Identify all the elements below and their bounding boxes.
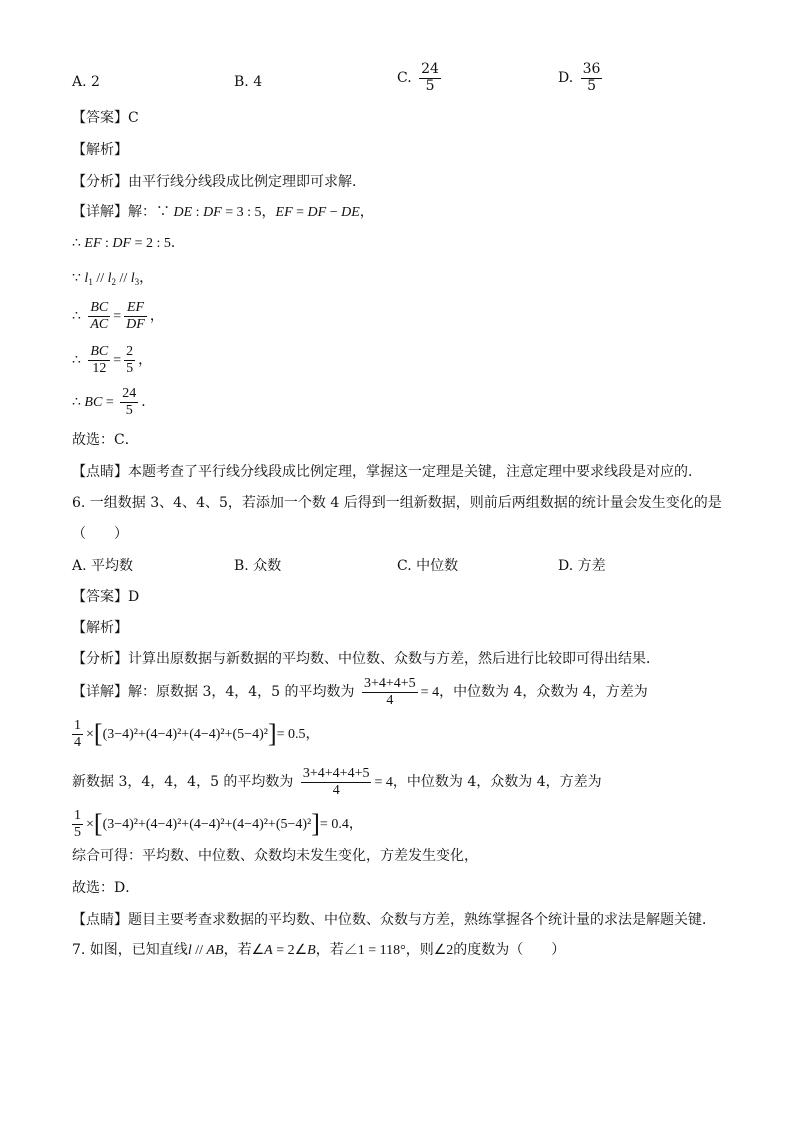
question-stem: 6. 一组数据 3、4、4、5，若添加一个数 4 后得到一组新数据，则前后两组数据的统计量会发生变化的是 bbox=[72, 495, 722, 511]
therefore-symbol: ∴ bbox=[72, 394, 81, 411]
xiangjie-start: 解： bbox=[128, 204, 156, 220]
option-letter: B. bbox=[234, 74, 254, 90]
denominator: 4 bbox=[74, 734, 81, 750]
fraction bbox=[124, 344, 135, 376]
q5-fenxi bbox=[72, 172, 366, 192]
q6-fenxi bbox=[72, 649, 660, 669]
orig-text: 解：原数据 3，4，4，5 的平均数为 bbox=[128, 684, 355, 701]
variance-result: = 0.5 bbox=[276, 727, 306, 743]
denominator: 5 bbox=[425, 77, 435, 94]
variance-result: = 0.4 bbox=[319, 817, 349, 833]
option-text: C. 中位数 bbox=[397, 558, 459, 574]
q6-stem bbox=[72, 493, 722, 513]
q5-option-d bbox=[558, 62, 605, 94]
option-text: A. 平均数 bbox=[72, 558, 134, 574]
q6-option-b bbox=[234, 556, 281, 576]
denominator: 5 bbox=[587, 77, 597, 94]
q5-xiangjie-line5: ∴ $\frac{BC}{12}$ = $\frac{2}{5}$ ， bbox=[72, 344, 153, 376]
fraction bbox=[581, 62, 603, 94]
denominator: 5 bbox=[74, 824, 81, 840]
denominator: 5 bbox=[126, 360, 134, 376]
q6-analysis-label bbox=[72, 618, 128, 638]
option-letter: D. bbox=[558, 70, 574, 87]
equals-value: = 4 bbox=[420, 685, 440, 701]
q5-conclusion bbox=[72, 430, 139, 450]
median-mode-text: ，中位数为 4，众数为 4，方差为 bbox=[439, 684, 648, 701]
xiangjie-label: 【详解】 bbox=[72, 204, 128, 220]
answer-value: C bbox=[128, 110, 139, 126]
answer-blank: （ ） bbox=[72, 526, 128, 542]
dianjing-text: 题目主要考查求数据的平均数、中位数、众数与方差，熟练掌握各个统计量的求法是解题关键． bbox=[128, 912, 716, 928]
q5-xiangjie-line3: ∵ $l_1 // l_2 // l_3$， bbox=[72, 270, 154, 287]
q6-conclusion bbox=[72, 878, 139, 898]
option-value: 2 bbox=[91, 74, 100, 90]
numerator: 2 bbox=[126, 344, 134, 359]
q6-summary bbox=[72, 846, 478, 866]
numerator: 3+4+4+5 bbox=[363, 676, 416, 691]
q6-xiangjie-line1 bbox=[72, 676, 648, 708]
numerator: 1 bbox=[74, 718, 81, 733]
numerator: 1 bbox=[74, 808, 81, 823]
denominator: 4 bbox=[386, 692, 394, 708]
q6-option-a bbox=[72, 556, 133, 576]
conclusion-text: 故选：D． bbox=[72, 880, 140, 896]
q6-xiangjie-line2: $\frac{1}{4}$ ×[(3−4)²+(4−4)²+(4−4)²+(5−4)²]= 0.5， bbox=[74, 718, 320, 750]
option-letter: A. bbox=[72, 74, 92, 90]
q5-option-c bbox=[397, 62, 444, 94]
analysis-label: 【解析】 bbox=[72, 620, 128, 636]
fraction bbox=[301, 766, 372, 798]
fraction bbox=[362, 676, 418, 708]
variance-terms: (3−4)²+(4−4)²+(4−4)²+(5−4)² bbox=[102, 727, 268, 743]
new-text: 新数据 3，4，4，4，5 的平均数为 bbox=[72, 774, 294, 791]
denominator: 12 bbox=[92, 360, 107, 376]
variance-terms: (3−4)²+(4−4)²+(4−4)²+(4−4)²+(5−4)² bbox=[102, 817, 312, 833]
fenxi-text: 由平行线分线段成比例定理即可求解． bbox=[128, 174, 366, 190]
numerator: 24 bbox=[421, 61, 439, 77]
xiangjie-label: 【详解】 bbox=[72, 684, 128, 701]
q5-xiangjie-line1: 【详解】解：∵ DE : DF = 3 : 5，EF = DF − DE， bbox=[72, 204, 374, 220]
q6-answer bbox=[72, 587, 139, 607]
numerator: 36 bbox=[582, 61, 601, 77]
denominator: 4 bbox=[332, 782, 340, 798]
therefore-symbol: ∴ bbox=[72, 352, 81, 369]
option-text: B. 众数 bbox=[234, 558, 282, 574]
option-letter: C. bbox=[397, 70, 412, 87]
summary-text: 综合可得：平均数、中位数、众数均未发生变化，方差发生变化， bbox=[72, 848, 478, 864]
q5-option-b bbox=[234, 72, 262, 92]
because-symbol: ∵ bbox=[72, 270, 81, 286]
q6-option-d bbox=[558, 556, 606, 576]
because-symbol: ∵ bbox=[156, 204, 170, 220]
answer-label: 【答案】 bbox=[72, 589, 128, 605]
dianjing-label: 【点睛】 bbox=[72, 912, 128, 928]
q6-xiangjie-line4: $\frac{1}{5}$ ×[(3−4)²+(4−4)²+(4−4)²+(4−4)²+(5−4)²]= 0.4， bbox=[74, 808, 363, 840]
option-value: 4 bbox=[253, 74, 263, 90]
q6-xiangjie-line3 bbox=[72, 766, 602, 798]
option-text: D. 方差 bbox=[558, 558, 606, 574]
fenxi-text: 计算出原数据与新数据的平均数、中位数、众数与方差，然后进行比较即可得出结果． bbox=[128, 651, 660, 667]
stem-part: ，若 bbox=[223, 942, 252, 958]
q5-dianjing bbox=[72, 462, 702, 482]
numerator: 24 bbox=[122, 386, 137, 401]
therefore-symbol: ∴ bbox=[72, 308, 81, 325]
fenxi-label: 【分析】 bbox=[72, 651, 128, 667]
fraction bbox=[120, 386, 138, 418]
q5-analysis-label bbox=[72, 140, 128, 160]
q6-dianjing bbox=[72, 910, 716, 930]
dianjing-text: 本题考查了平行线分线段成比例定理，掌握这一定理是关键，注意定理中要求线段是对应的． bbox=[128, 464, 702, 480]
fraction bbox=[419, 62, 441, 94]
q5-option-a bbox=[72, 72, 100, 92]
median-mode-text: ，中位数为 4，众数为 4，方差为 bbox=[392, 774, 602, 791]
analysis-label: 【解析】 bbox=[72, 142, 128, 158]
dianjing-label: 【点睛】 bbox=[72, 464, 128, 480]
q5-xiangjie-line6: ∴ BC = $\frac{24}{5}$ ． bbox=[72, 386, 156, 418]
denominator: 5 bbox=[125, 402, 133, 418]
therefore-symbol: ∴ bbox=[72, 235, 81, 251]
conclusion-text: 故选：C． bbox=[72, 432, 139, 448]
fraction: $\frac{BC}{AC}$ bbox=[90, 300, 109, 332]
q5-answer bbox=[72, 108, 139, 128]
answer-value: D bbox=[128, 589, 140, 605]
fraction bbox=[72, 718, 83, 750]
fraction: $\frac{BC}{12}$ bbox=[90, 344, 109, 376]
q5-xiangjie-line4: ∴ $\frac{BC}{AC}$ = $\frac{EF}{DF}$ ， bbox=[72, 300, 164, 332]
fraction bbox=[72, 808, 83, 840]
fraction: $\frac{EF}{DF}$ bbox=[126, 300, 145, 332]
stem-part: 的度数为（ ） bbox=[453, 942, 566, 958]
stem-part: ，则 bbox=[405, 942, 434, 958]
q5-xiangjie-line2: ∴ EF : DF = 2 : 5． bbox=[72, 235, 185, 251]
answer-label: 【答案】 bbox=[72, 110, 128, 126]
stem-part: 7. 如图，已知直线 bbox=[72, 942, 188, 958]
equals-value: = 4 bbox=[374, 775, 393, 791]
numerator: 3+4+4+4+5 bbox=[302, 766, 370, 781]
q7-stem: 7. 如图，已知直线l // AB，若∠A = 2∠B，若∠1 = 118°，则∠2的度数为（ ） bbox=[72, 942, 566, 958]
q6-stem-paren bbox=[72, 524, 128, 544]
q6-option-c bbox=[397, 556, 458, 576]
fenxi-label: 【分析】 bbox=[72, 174, 128, 190]
